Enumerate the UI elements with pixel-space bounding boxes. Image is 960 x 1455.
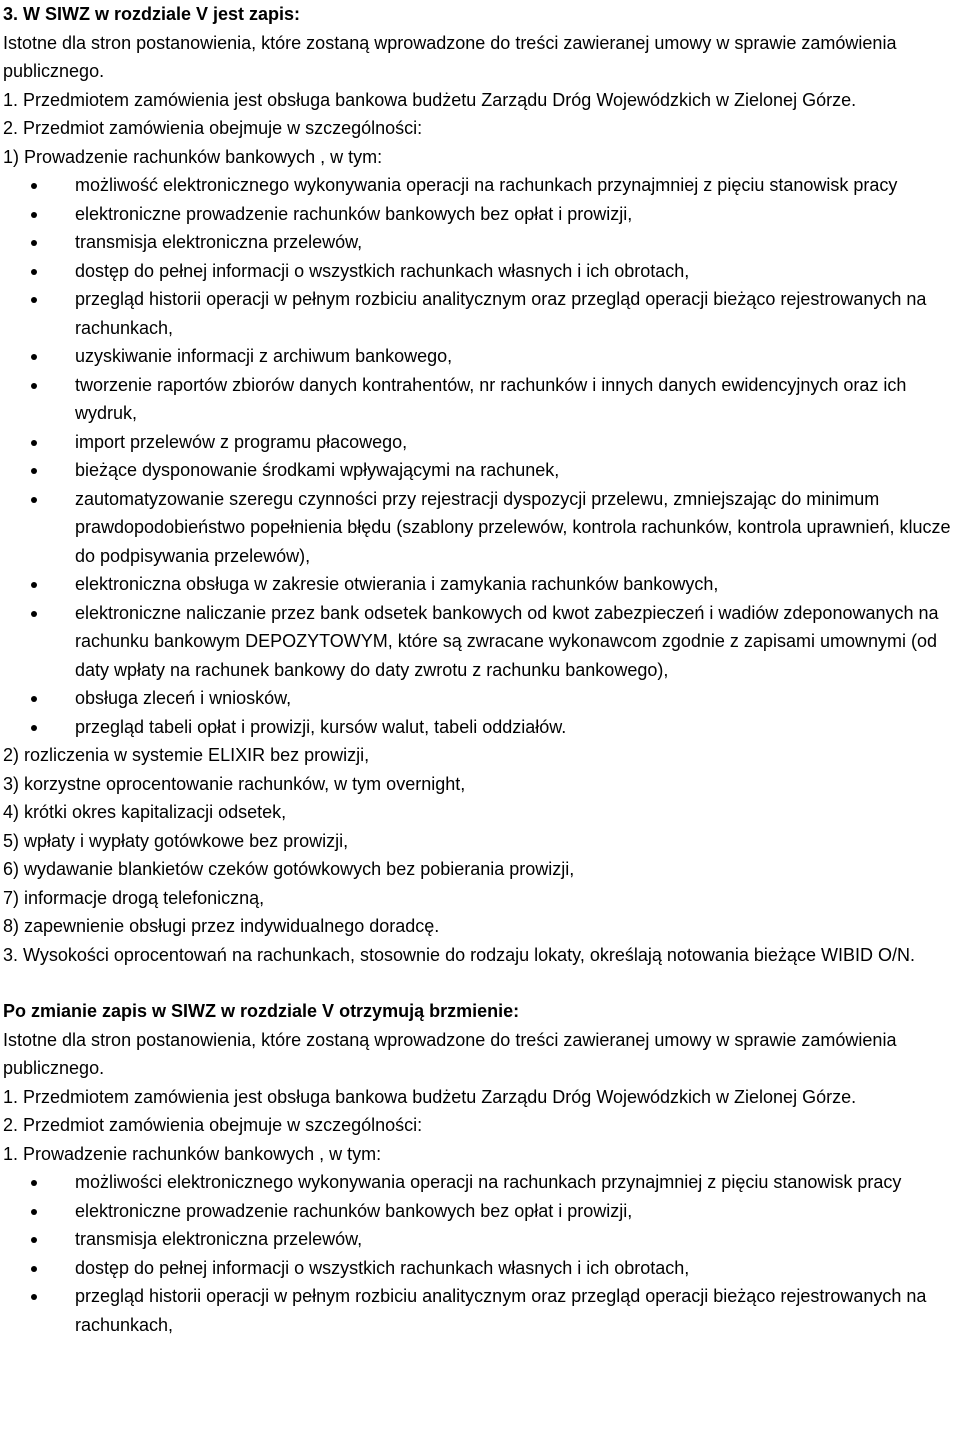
list-item: przegląd historii operacji w pełnym rozbiciu analitycznym oraz przegląd operacji bieżąco rejestrowanych na rachunkach, bbox=[75, 1282, 956, 1339]
list-item: możliwość elektronicznego wykonywania operacji na rachunkach przynajmniej z pięciu stanowisk pracy bbox=[75, 171, 956, 200]
paragraph: 1) Prowadzenie rachunków bankowych , w tym: bbox=[3, 146, 383, 167]
list-item: przegląd historii operacji w pełnym rozbiciu analitycznym oraz przegląd operacji bieżąco rejestrowanych na rachunkach, bbox=[75, 285, 956, 342]
list-item: bieżące dysponowanie środkami wpływającymi na rachunek, bbox=[75, 456, 956, 485]
list-item: elektroniczna obsługa w zakresie otwierania i zamykania rachunków bankowych, bbox=[75, 570, 956, 599]
list-item: uzyskiwanie informacji z archiwum bankowego, bbox=[75, 342, 956, 371]
bullet-list bbox=[3, 171, 956, 741]
section-original bbox=[3, 0, 956, 969]
paragraph: 1. Przedmiotem zamówienia jest obsługa bankowa budżetu Zarządu Dróg Wojewódzkich w Zielonej Górze. bbox=[3, 89, 857, 110]
section-spacer bbox=[3, 969, 956, 997]
list-item: elektroniczne naliczanie przez bank odsetek bankowych od kwot zabezpieczeń i wadiów zdeponowanych na rachunku bankowym DEPOZYTOWYM, które są zwracane wykonawcom zgodnie z zapisami umownymi (od daty wpłaty na rachunek bankowy do daty zwrotu z rachunku bankowego), bbox=[75, 599, 956, 685]
paragraph: 3. Wysokości oprocentowań na rachunkach, stosownie do rodzaju lokaty, określają notowania bieżące WIBID O/N. bbox=[3, 944, 915, 965]
list-item: elektroniczne prowadzenie rachunków bankowych bez opłat i prowizji, bbox=[75, 200, 956, 229]
list-item: przegląd tabeli opłat i prowizji, kursów walut, tabeli oddziałów. bbox=[75, 713, 956, 742]
list-item: dostęp do pełnej informacji o wszystkich rachunkach własnych i ich obrotach, bbox=[75, 1254, 956, 1283]
list-item: dostęp do pełnej informacji o wszystkich rachunkach własnych i ich obrotach, bbox=[75, 257, 956, 286]
paragraph: 4) krótki okres kapitalizacji odsetek, bbox=[3, 802, 287, 822]
paragraph: 2. Przedmiot zamówienia obejmuje w szczególności: bbox=[3, 1115, 423, 1135]
list-item: import przelewów z programu płacowego, bbox=[75, 428, 956, 457]
list-item: możliwości elektronicznego wykonywania operacji na rachunkach przynajmniej z pięciu stanowisk pracy bbox=[75, 1168, 956, 1197]
paragraph: 1. Przedmiotem zamówienia jest obsługa bankowa budżetu Zarządu Dróg Wojewódzkich w Zielonej Górze. bbox=[3, 1086, 857, 1107]
paragraph: 3) korzystne oprocentowanie rachunków, w tym overnight, bbox=[3, 773, 466, 794]
bullet-list bbox=[3, 1168, 956, 1339]
list-item: elektroniczne prowadzenie rachunków bankowych bez opłat i prowizji, bbox=[75, 1197, 956, 1226]
paragraph: 1. Prowadzenie rachunków bankowych , w tym: bbox=[3, 1143, 382, 1164]
paragraph: 5) wpłaty i wypłaty gotówkowe bez prowizji, bbox=[3, 830, 349, 851]
paragraph: 2. Przedmiot zamówienia obejmuje w szczególności: bbox=[3, 118, 423, 138]
list-item: obsługa zleceń i wniosków, bbox=[75, 684, 956, 713]
list-item: transmisja elektroniczna przelewów, bbox=[75, 228, 956, 257]
section-amended bbox=[3, 997, 956, 1339]
paragraph: Istotne dla stron postanowienia, które zostaną wprowadzone do treści zawieranej umowy w sprawie zamówienia publicznego. bbox=[3, 1029, 897, 1078]
list-item: transmisja elektroniczna przelewów, bbox=[75, 1225, 956, 1254]
paragraph: 2) rozliczenia w systemie ELIXIR bez prowizji, bbox=[3, 745, 370, 765]
list-item: zautomatyzowanie szeregu czynności przy rejestracji dyspozycji przelewu, zmniejszając do minimum prawdopodobieństwo popełnienia błędu (szablony przelewów, kontrola rachunków, kontrola uprawnień, klucze do podpisywania przelewów), bbox=[75, 485, 956, 571]
list-item: tworzenie raportów zbiorów danych kontrahentów, nr rachunków i innych danych ewidencyjnych oraz ich wydruk, bbox=[75, 371, 956, 428]
paragraph: 6) wydawanie blankietów czeków gotówkowych bez pobierania prowizji, bbox=[3, 859, 575, 879]
paragraph: 7) informacje drogą telefoniczną, bbox=[3, 887, 265, 908]
paragraph: 8) zapewnienie obsługi przez indywidualnego doradcę. bbox=[3, 916, 440, 936]
paragraph: Istotne dla stron postanowienia, które zostaną wprowadzone do treści zawieranej umowy w sprawie zamówienia publicznego. bbox=[3, 32, 897, 81]
section-heading: 3. W SIWZ w rozdziale V jest zapis: bbox=[3, 4, 301, 24]
section-heading: Po zmianie zapis w SIWZ w rozdziale V otrzymują brzmienie: bbox=[3, 1001, 520, 1021]
